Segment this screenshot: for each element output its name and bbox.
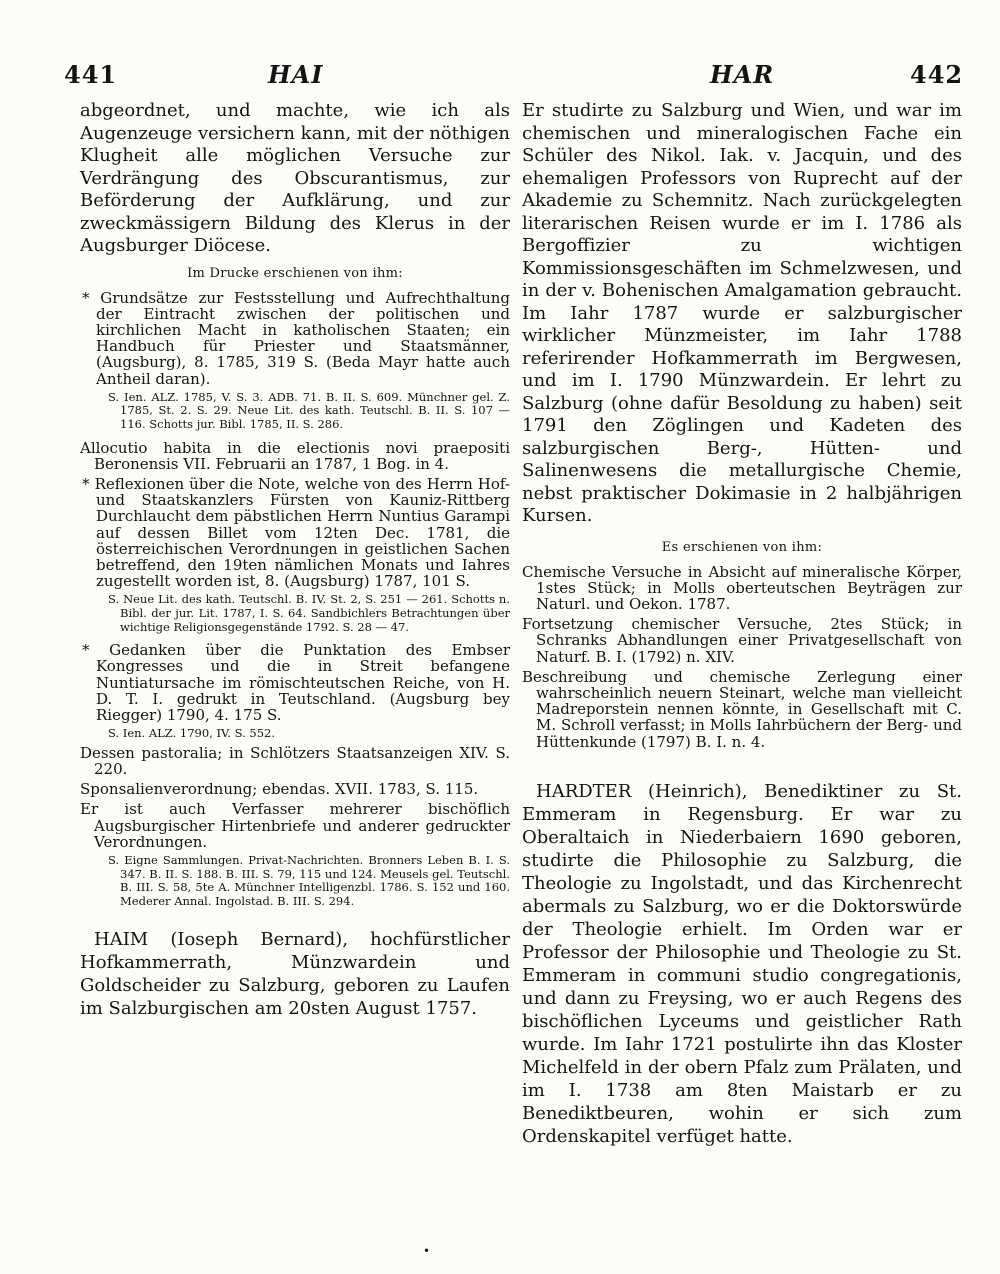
left-work-entry: Er ist auch Verfasser mehrerer bischöflich Augsburgischer Hirtenbriefe und anderer gedruckter Verordnungen. — [80, 800, 510, 851]
left-work-entry: * Grundsätze zur Festsstellung und Aufrechthaltung der Eintracht zwischen der politischen und kirchlichen Macht in katholischen Staaten; ein Handbuch für Priester und Staatsmänner, (Augsburg), 8. 1785, 319 S. (Beda Mayr hatte auch Antheil daran). — [82, 288, 510, 388]
left-work-references: S. Ien. ALZ. 1785, V. S. 3. ADB. 71. B. II. S. 609. Münchner gel. Z. 1785, St. 2. S. 29. Neue Lit. des kath. Teutschl. B. II. S. 107 — 116. Schotts jur. Bibl. 1785, II. S. 286. — [108, 389, 510, 431]
left-column — [80, 100, 510, 1020]
right-page-number: 442 — [910, 60, 964, 89]
left-work-entry: * Reflexionen über die Note, welche von des Herrn Hof- und Staatskanzlers Fürsten von Kauniz-Rittberg Durchlaucht dem päbstlichen Herrn Nuntius Garampi auf dessen Billet vom 12ten Dec. 1781, die österreichischen Verordnungen in geistlichen Sachen betreffend, den 19ten nämlichen Monats und Iahres zugestellt worden ist, 8. (Augsburg) 1787, 101 S. — [82, 474, 510, 591]
right-work-entry: Fortsetzung chemischer Versuche, 2tes Stück; in Schranks Abhandlungen einer Privatgesellschaft von Naturf. B. I. (1792) n. XIV. — [522, 615, 962, 666]
left-work-references: S. Ien. ALZ. 1790, IV. S. 552. — [108, 726, 275, 741]
biography-entry-hardter: HARDTER (Heinrich), Benediktiner zu St. Emmeram in Regensburg. Er war zu Oberaltaich in Niederbaiern 1690 geboren, studirte die Philosophie zu Salzburg, die Theologie zu Ingolstadt, und das Kirchenrecht abermals zu Salzburg, wo er die Doktorswürde der Theologie erhielt. Im Orden war er Professor der Philosophie und Theologie zu St. Emmeram in communi studio congregationis, und dann zu Freysing, wo er auch Regens des bischöflichen Lyceums und geistlicher Rath wurde. Im Iahr 1721 postulirte ihn das Kloster Michelfeld in der obern Pfalz zum Prälaten, und im I. 1738 am 8ten Maistarb er zu Benediktbeuren, wohin er sich zum Ordenskapitel verfüget hatte. — [522, 780, 962, 1147]
right-work-entry: Chemische Versuche in Absicht auf mineralische Körper, 1stes Stück; in Molls oberteutschen Beyträgen zur Naturl. und Oekon. 1787. — [522, 562, 962, 613]
spacer — [522, 754, 962, 780]
left-intro-paragraph: abgeordnet, und machte, wie ich als Augenzeuge versichern kann, mit der nöthigen Klugheit alle möglichen Versuche zur Verdrängung des Obscurantismus, zur Beförderung der Aufklärung, und zur zweckmässigern Bildung des Klerus in der Augsburger Diöcese. — [80, 100, 510, 256]
left-work-entry: * Gedanken über die Punktation des Embser Kongresses und die in Streit befangene Nuntiatursache im römischteutschen Reiche, von H. D. T. I. gedrukt in Teutschland. (Augsburg bey Riegger) 1790, 4. 175 S. — [82, 641, 510, 724]
footer-mark: • — [423, 1244, 431, 1258]
left-running-head: HAI — [268, 60, 324, 89]
left-works-heading: Im Drucke erschienen von ihm: — [187, 265, 403, 281]
left-work-entry: Sponsalienverordnung; ebendas. XVII. 1783, S. 115. — [80, 780, 479, 799]
right-work-entry: Beschreibung und chemische Zerlegung einer wahrscheinlich neuern Steinart, welche man vielleicht Madreporstein nennen könnte, in Gesellschaft mit C. M. Schroll verfasst; in Molls Iahrbüchern der Berg- und Hüttenkunde (1797) B. I. n. 4. — [522, 667, 962, 751]
right-column — [522, 100, 962, 1148]
right-intro-paragraph: Er studirte zu Salzburg und Wien, und war im chemischen und mineralogischen Fache ein Schüler des Nikol. Iak. v. Jacquin, und des ehemaligen Professors von Ruprecht auf der Akademie zu Schemnitz. Nach zurückgelegten literarischen Reisen wurde er im I. 1786 als Bergoffizier zu wichtigen Kommissionsgeschäften im Schmelzwesen, und in der v. Bohenischen Amalgamation gebraucht. Im Iahr 1787 wurde er salzburgischer wirklicher Münzmeister, im Iahr 1788 referirender Hofkammerrath im Bergwesen, und im I. 1790 Münzwardein. Er lehrt zu Salzburg (ohne dafür Besoldung zu haben) seit 1791 den Zöglingen und Kadeten des salzburgischen Berg-, Hütten- und Salinenwesens die metallurgische Chemie, nebst praktischer Dokimasie in 2 halbjährigen Kursen. — [522, 100, 962, 526]
left-work-entry: Dessen pastoralia; in Schlötzers Staatsanzeigen XIV. S. 220. — [80, 743, 510, 778]
left-work-references: S. Eigne Sammlungen. Privat-Nachrichten. Bronners Leben B. I. S. 347. B. II. S. 188. B. III. S. 79, 115 und 124. Meusels gel. Teutschl. B. III. S. 58, 5te A. Münchner Intelligenzbl. 1786. S. 152 und 160. Mederer Annal. Ingolstad. B. III. S. 294. — [108, 852, 510, 908]
left-work-references: S. Neue Lit. des kath. Teutschl. B. IV. St. 2, S. 251 — 261. Schotts n. Bibl. der jur. Lit. 1787, I. S. 64. Sandbichlers Betrachtungen über wichtige Religionsgegenstände 1792. S. 28 — 47. — [108, 592, 510, 634]
spacer — [80, 916, 510, 928]
biography-entry-haim: HAIM (Ioseph Bernard), hochfürstlicher Hofkammerrath, Münzwardein und Goldscheider zu Salzburg, geboren zu Laufen im Salzburgischen am 20sten August 1757. — [80, 929, 510, 1020]
right-running-head: HAR — [710, 60, 775, 89]
left-work-entry: Allocutio habita in die electionis novi praepositi Beronensis VII. Februarii an 1787, 1 Bog. in 4. — [80, 438, 510, 473]
left-page-number: 441 — [64, 60, 118, 89]
right-works-heading: Es erschienen von ihm: — [661, 539, 823, 555]
